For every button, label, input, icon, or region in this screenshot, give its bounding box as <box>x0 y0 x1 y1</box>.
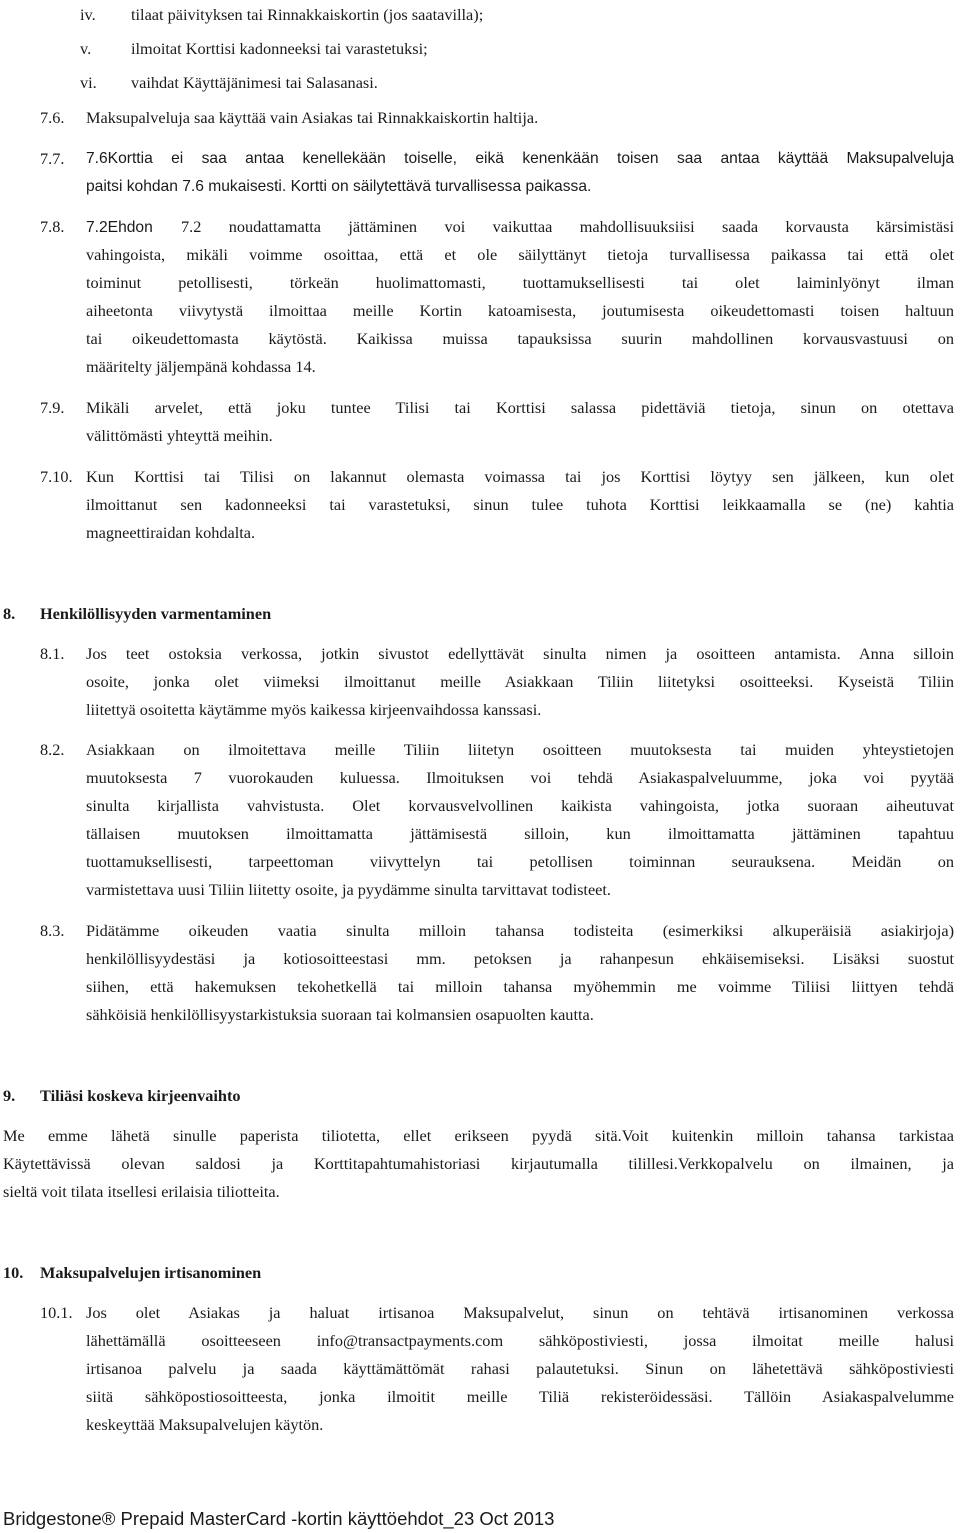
section-number: 8.1. <box>40 644 65 663</box>
section-text: ilmoittanut sen kadonneeksi tai varastetuksi, sinun tulee tuhota Korttisi leikkaamalla se (ne) kahtia <box>86 495 954 514</box>
section-text: Käytettävissä olevan saldosi ja Korttitapahtumahistoriasi kirjautumalla tilillesi.Verkkopalvelu on ilmainen, ja <box>3 1154 954 1173</box>
section-number: 10.1. <box>40 1303 73 1322</box>
section-text: irtisanoa palvelu ja saada käyttämättömät rahasi palautetuksi. Sinun on lähetettävä sähköpostiviesti <box>86 1359 954 1378</box>
heading-number: 9. <box>3 1086 16 1105</box>
section-text: liitettyä osoitetta käytämme myös kaikessa kirjeenvaihdossa kanssasi. <box>86 700 542 719</box>
section-number: 7.9. <box>40 398 65 417</box>
section-text: sieltä voit tilata itsellesi erilaisia tiliotteita. <box>3 1182 280 1201</box>
section-text-part <box>86 213 153 242</box>
section-text: muutoksesta 7 vuorokauden kuluessa. Ilmoituksen voi tehdä Asiakaspalveluumme, joka voi pyytää <box>86 768 954 787</box>
section-text: Kun Korttisi tai Tilisi on lakannut olemasta voimassa tai jos Korttisi löytyy sen jälkeen, kun olet <box>86 467 954 486</box>
section-text: aiheetonta viivytystä ilmoittaa meille Kortin katoamisesta, joutumisesta oikeudettomasti toisen haltuun <box>86 301 954 320</box>
section-text: Pidätämme oikeuden vaatia sinulta milloin tahansa todisteita (esimerkiksi alkuperäisiä asiakirjoja) <box>86 921 954 940</box>
section-number: 7.7. <box>40 149 65 168</box>
section-number: 8.2. <box>40 740 65 759</box>
section-text: siitä sähköpostiosoitteesta, jonka ilmoitit meille Tiliä rekisteröidessäsi. Tällöin Asiakaspalvelumme <box>86 1387 954 1406</box>
list-item-text: ilmoitat Korttisi kadonneeksi tai varastetuksi; <box>131 39 428 58</box>
section-text: tällaisen muutoksen ilmoittamatta jättämisestä silloin, kun ilmoittamatta jättäminen tapahtuu <box>86 824 954 843</box>
section-text: keskeyttää Maksupalvelujen käytön. <box>86 1415 324 1434</box>
section-text: siihen, että hakemuksen tekohetkellä tai milloin tahansa myöhemmin me voimme Tiliisi liittyen tehdä <box>86 977 954 996</box>
section-text: Jos teet ostoksia verkossa, jotkin sivustot edellyttävät sinulta nimen ja osoitteen antamista. Anna silloin <box>86 644 954 663</box>
section-number: 7.8. <box>40 217 65 236</box>
heading-number: 8. <box>3 604 16 623</box>
section-text: välittömästi yhteyttä meihin. <box>86 426 273 445</box>
list-number: iv. <box>80 5 96 24</box>
section-text: sähköisiä henkilöllisyystarkistuksia suoraan tai kolmansien osapuolten kautta. <box>86 1005 594 1024</box>
list-item-text: tilaat päivityksen tai Rinnakkaiskortin (jos saatavilla); <box>131 5 484 24</box>
section-text: magneettiraidan kohdalta. <box>86 523 256 542</box>
list-item-text: vaihdat Käyttäjänimesi tai Salasanasi. <box>131 73 378 92</box>
section-text: henkilöllisyydestäsi ja kotiosoitteestasi mm. petoksen ja rahanpesun ehkäisemiseksi. Lisäksi suostut <box>86 949 954 968</box>
section-text-part: paitsi kohdan 7.6 mukaisesti. <box>86 178 287 195</box>
section-text <box>86 173 591 201</box>
section-number: 7.10. <box>40 467 73 486</box>
section-text: määritelty jäljempänä kohdassa 14. <box>86 357 316 376</box>
section-text: osoite, jonka olet viimeksi ilmoittanut meille Asiakkaan Tiliin liitetyksi osoitteeksi. Kyseistä Tiliin <box>86 672 954 691</box>
section-text: tuottamuksellisesti, tarpeettoman viivyttelyn tai petollisen toiminnan seurauksena. Meidän on <box>86 852 954 871</box>
section-text: 7.2 noudattamatta jättäminen voi vaikuttaa mahdollisuuksiisi saada korvausta kärsimistäsi <box>181 217 954 236</box>
section-text: Maksupalveluja saa käyttää vain Asiakas tai Rinnakkaiskortin haltija. <box>86 108 539 127</box>
section-text: Me emme lähetä sinulle paperista tiliotetta, ellet erikseen pyydä sitä.Voit kuitenkin milloin tahansa tarkistaa <box>3 1126 954 1145</box>
section-number: 8.3. <box>40 921 65 940</box>
section-text: 7.6Korttia ei saa antaa kenellekään toiselle, eikä kenenkään toisen saa antaa käyttää Maksupalveluja <box>86 150 954 167</box>
section-number: 7.6. <box>40 108 65 127</box>
heading-number: 10. <box>3 1263 24 1282</box>
section-text: Asiakkaan on ilmoitettava meille Tiliin liitetyn osoitteen muutoksesta tai muiden yhteystietojen <box>86 740 954 759</box>
list-number: v. <box>80 39 92 58</box>
section-text: Mikäli arvelet, että joku tuntee Tilisi tai Korttisi salassa pidettäviä tietoja, sinun on otettava <box>86 398 954 417</box>
section-text: varmistettava uusi Tiliin liitetty osoite, ja pyydämme sinulta tarvittavat todisteet. <box>86 880 611 899</box>
section-text: toiminut petollisesti, törkeän huolimattomasti, tuottamuksellisesti tai olet laiminlyönyt ilman <box>86 273 954 292</box>
page-footer: Bridgestone® Prepaid MasterCard -kortin käyttöehdot_23 Oct 2013 <box>3 1508 555 1529</box>
section-text: Jos olet Asiakas ja haluat irtisanoa Maksupalvelut, sinun on tehtävä irtisanominen verkossa <box>86 1303 954 1322</box>
list-number: vi. <box>80 73 97 92</box>
section-heading: Tiliäsi koskeva kirjeenvaihto <box>40 1086 241 1105</box>
section-text-part: 7.2Ehdon <box>86 219 153 236</box>
section-text-part: Kortti on säilytettävä turvallisessa paikassa. <box>290 178 592 195</box>
section-text: vahingoista, mikäli voimme osoittaa, että et ole säilyttänyt tietoja turvallisessa paikassa tai että olet <box>86 245 954 264</box>
section-heading: Henkilöllisyyden varmentaminen <box>40 604 272 623</box>
section-text: sinulta kirjallista vahvistusta. Olet korvausvelvollinen kaikista vahingoista, jotka suoraan aiheutuvat <box>86 796 954 815</box>
section-text: lähettämällä osoitteeseen info@transactpayments.com sähköpostiviesti, jossa ilmoitat meille halusi <box>86 1331 954 1350</box>
section-heading: Maksupalvelujen irtisanominen <box>40 1263 262 1282</box>
section-text: tai oikeudettomasta käytöstä. Kaikissa muissa tapauksissa suurin mahdollinen korvausvastuusi on <box>86 329 954 348</box>
